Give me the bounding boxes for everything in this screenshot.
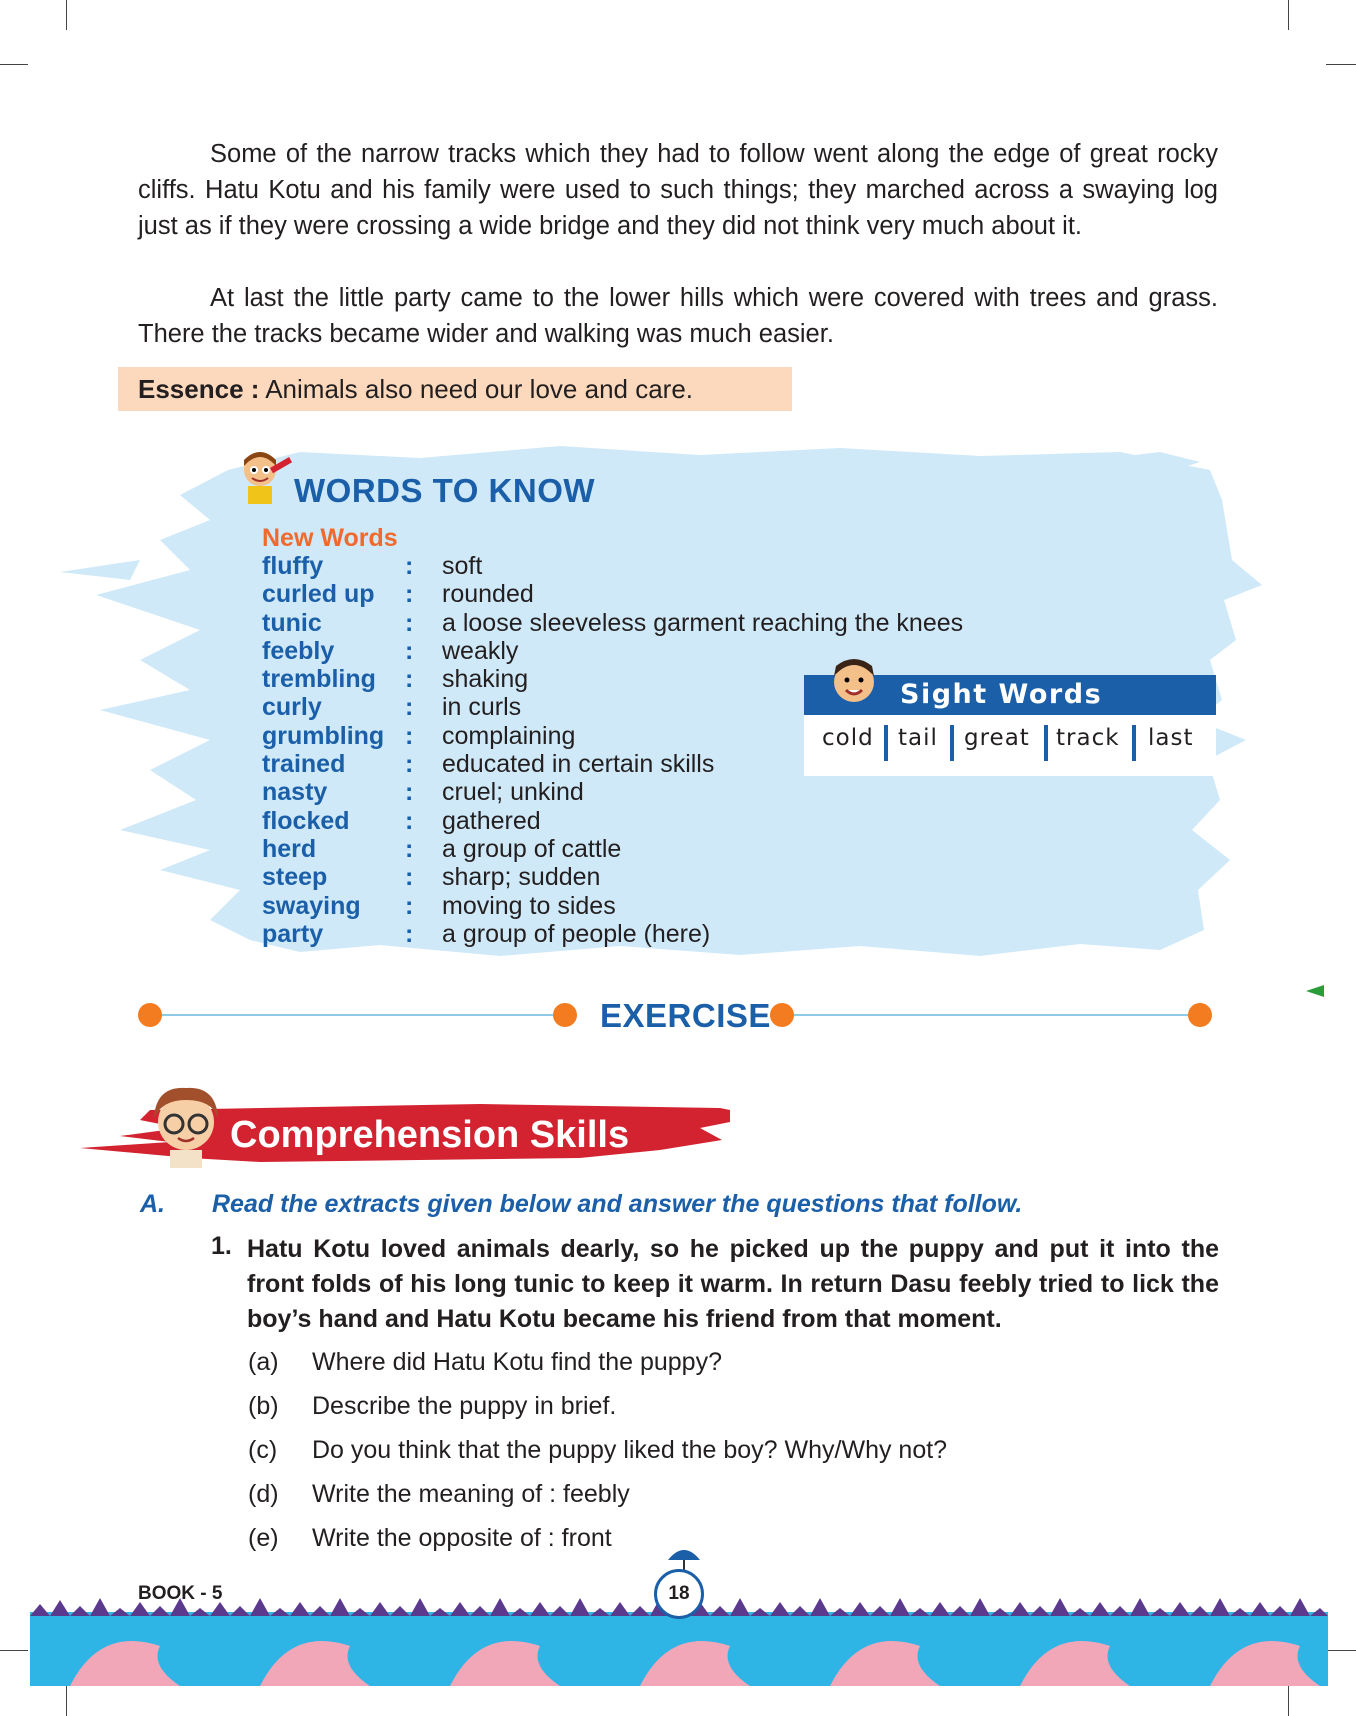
word-term: feebly xyxy=(262,636,335,665)
word-term: curly xyxy=(262,693,322,722)
word-meaning: a group of cattle xyxy=(442,834,622,863)
word-meaning: soft xyxy=(442,552,483,580)
word-meaning: a group of people (here) xyxy=(442,919,711,948)
crop-mark xyxy=(1288,1686,1289,1716)
word-meaning: cruel; unkind xyxy=(442,778,584,807)
word-separator: : xyxy=(405,750,414,779)
word-separator: : xyxy=(405,636,414,665)
word-meaning: sharp; sudden xyxy=(442,863,601,892)
crop-mark xyxy=(0,1650,28,1651)
sight-word-divider xyxy=(1044,725,1048,761)
mascot-boy-sight-icon xyxy=(824,650,884,720)
word-term: curled up xyxy=(262,580,375,609)
exercise-dot xyxy=(770,1003,794,1027)
sub-question-text: Write the opposite of : front xyxy=(312,1524,612,1552)
word-meaning: rounded xyxy=(442,580,534,609)
word-separator: : xyxy=(405,778,414,807)
sub-question-label: (d) xyxy=(248,1480,279,1508)
word-meaning: educated in certain skills xyxy=(442,750,715,779)
sight-words-title: Sight Words xyxy=(804,675,1216,715)
sub-question-label: (e) xyxy=(248,1524,279,1552)
section-instruction: Read the extracts given below and answer the questions that follow. xyxy=(212,1190,1023,1218)
sub-question-text: Write the meaning of : feebly xyxy=(312,1480,630,1508)
sub-question xyxy=(248,1348,722,1377)
sub-question-label: (b) xyxy=(248,1392,279,1420)
exercise-rule-right xyxy=(790,1014,1202,1016)
word-separator: : xyxy=(405,834,414,863)
exercise-title: EXERCISE xyxy=(600,997,771,1034)
word-separator: : xyxy=(405,580,414,609)
word-meaning: in curls xyxy=(442,693,522,722)
sub-question xyxy=(248,1436,947,1465)
sub-question-label: (c) xyxy=(248,1436,278,1464)
word-term: flocked xyxy=(262,806,350,835)
book-label: BOOK - 5 xyxy=(138,1583,223,1604)
exercise-dot xyxy=(553,1003,577,1027)
sub-question xyxy=(248,1524,612,1553)
sight-word: great xyxy=(964,725,1030,751)
question-number: 1. xyxy=(211,1232,232,1260)
mascot-girl-glasses-icon xyxy=(140,1074,232,1170)
sub-question xyxy=(248,1480,630,1509)
word-separator: : xyxy=(405,863,414,892)
question-extract: Hatu Kotu loved animals dearly, so he picked up the puppy and put it into the front folds of his long tunic to keep it warm. In return Dasu feebly tried to lick the boy’s hand and Hatu Kotu became his friend from that moment. xyxy=(247,1235,1219,1333)
word-term: fluffy xyxy=(262,552,324,580)
exercise-dot xyxy=(138,1003,162,1027)
word-term: tunic xyxy=(262,608,322,637)
word-term: steep xyxy=(262,863,328,892)
crop-mark xyxy=(66,1686,67,1716)
exercise-dot xyxy=(1188,1003,1212,1027)
page-number: 18 xyxy=(654,1569,704,1619)
sight-word-divider xyxy=(1132,725,1136,761)
word-term: grumbling xyxy=(262,721,385,750)
word-meaning: shaking xyxy=(442,665,529,694)
word-separator: : xyxy=(405,891,414,920)
sight-word: tail xyxy=(898,725,938,751)
word-meaning: weakly xyxy=(442,636,519,665)
exercise-rule-left xyxy=(148,1014,556,1016)
sub-question xyxy=(248,1392,616,1421)
sub-question-text: Where did Hatu Kotu find the puppy? xyxy=(312,1348,722,1376)
sight-word: last xyxy=(1148,725,1194,751)
word-term: swaying xyxy=(262,891,361,920)
word-meaning: moving to sides xyxy=(442,891,616,920)
sight-word-divider xyxy=(950,725,954,761)
word-separator: : xyxy=(405,806,414,835)
sight-word-divider xyxy=(884,725,888,761)
crop-mark xyxy=(1326,1650,1356,1651)
word-separator: : xyxy=(405,721,414,750)
word-term: party xyxy=(262,919,324,948)
word-separator: : xyxy=(405,919,414,948)
essence-label: Essence : xyxy=(138,374,260,404)
word-term: trembling xyxy=(262,665,376,694)
word-term: nasty xyxy=(262,778,328,807)
word-separator: : xyxy=(405,552,414,580)
word-separator: : xyxy=(405,608,414,637)
word-meaning: a loose sleeveless garment reaching the knees xyxy=(442,608,964,637)
margin-arrow-icon xyxy=(1306,985,1326,997)
word-meaning: complaining xyxy=(442,721,576,750)
words-to-know-title: WORDS TO KNOW xyxy=(294,472,596,509)
sub-question-text: Describe the puppy in brief. xyxy=(312,1392,617,1420)
word-separator: : xyxy=(405,665,414,694)
new-words-heading: New Words xyxy=(262,524,398,552)
word-term: trained xyxy=(262,750,346,779)
mascot-boy-pencil-icon xyxy=(232,448,296,512)
sub-question-text: Do you think that the puppy liked the boy? Why/Why not? xyxy=(312,1436,948,1464)
sight-word: cold xyxy=(822,725,874,751)
essence-text: Animals also need our love and care. xyxy=(265,374,694,404)
comprehension-title: Comprehension Skills xyxy=(230,1114,630,1156)
story-paragraph-1-text: Some of the narrow tracks which they had to follow went along the edge of great rocky cliffs. Hatu Kotu and his family were used to such things; they marched across a swaying log just as if they were crossing a wide bridge and they did not think very much about it. xyxy=(138,140,1218,240)
story-paragraph-2-text: At last the little party came to the lower hills which were covered with trees and grass. There the tracks became wider and walking was much easier. xyxy=(138,284,1218,348)
sub-question-label: (a) xyxy=(248,1348,279,1376)
word-separator: : xyxy=(405,693,414,722)
word-term: herd xyxy=(262,834,317,863)
section-label: A. xyxy=(140,1190,165,1218)
word-meaning: gathered xyxy=(442,806,541,835)
sight-word: track xyxy=(1056,725,1120,751)
